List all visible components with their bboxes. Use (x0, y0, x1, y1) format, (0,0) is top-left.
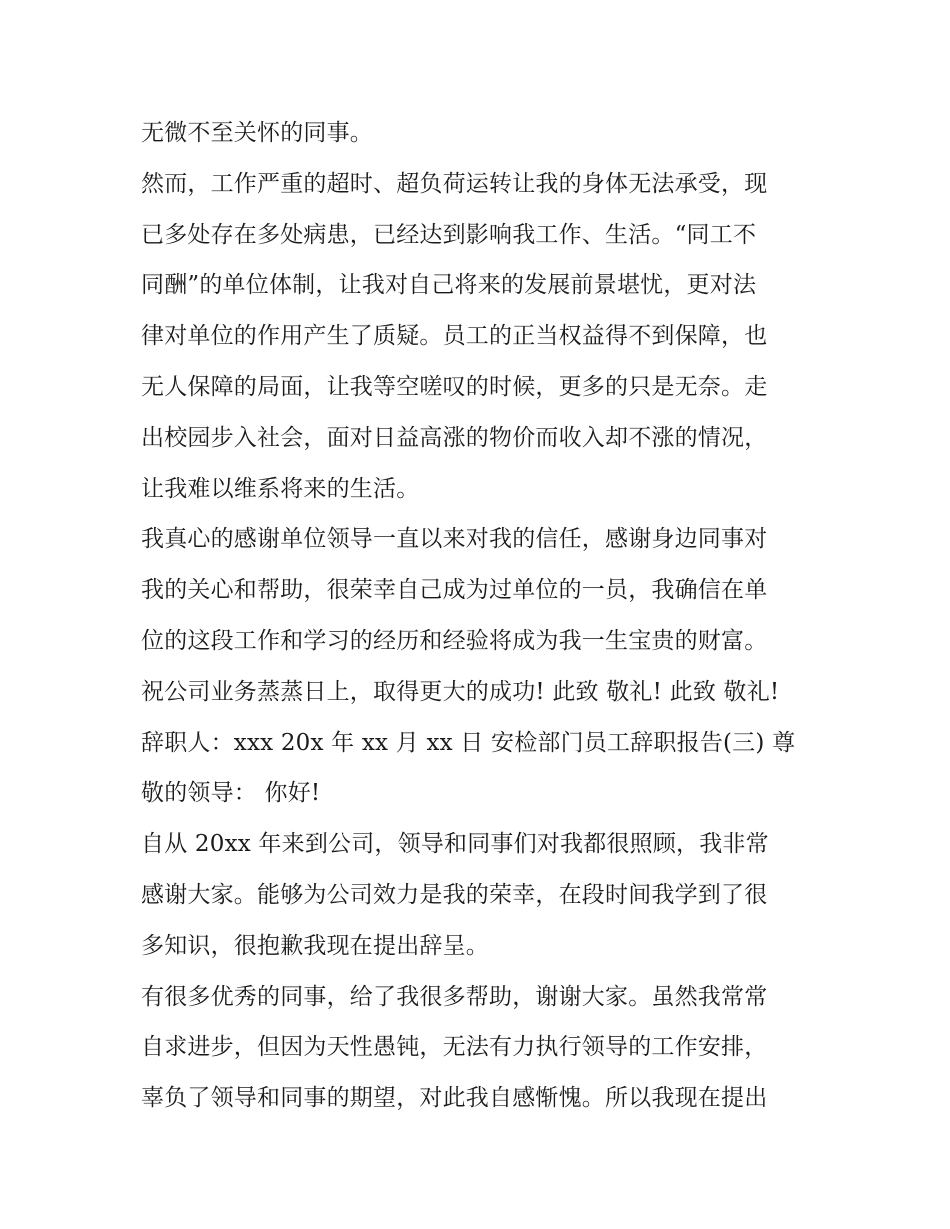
text-line: 我真心的感谢单位领导一直以来对我的信任，感谢身边同事对 (141, 526, 768, 553)
text-line: 位的这段工作和学习的经历和经验将成为我一生宝贵的财富。 (141, 627, 768, 654)
text-line: 同酬”的单位体制，让我对自己将来的发展前景堪忧，更对法 (141, 272, 757, 299)
text-line: 已多处存在多处病患，已经达到影响我工作、生活。“同工不 (141, 221, 757, 248)
text-line: 我的关心和帮助，很荣幸自己成为过单位的一员，我确信在单 (141, 577, 768, 604)
text-line: 让我难以维系将来的生活。 (141, 475, 420, 502)
text-line: 多知识，很抱歉我现在提出辞呈。 (141, 932, 489, 959)
text-line: 祝公司业务蒸蒸日上，取得更大的成功! 此致 敬礼! 此致 敬礼! (141, 678, 780, 705)
text-line: 自从 20xx 年来到公司，领导和同事们对我都很照顾，我非常 (141, 831, 769, 858)
text-line: 出校园步入社会，面对日益高涨的物价而收入却不涨的情况， (141, 424, 768, 451)
text-line: 感谢大家。能够为公司效力是我的荣幸，在段时间我学到了很 (141, 881, 768, 908)
text-line: 辞职人：xxx 20x 年 xx 月 xx 日 安检部门员工辞职报告(三) 尊 (141, 729, 796, 756)
text-line: 有很多优秀的同事，给了我很多帮助，谢谢大家。虽然我常常 (141, 983, 768, 1010)
text-line: 自求进步，但因为天性愚钝，无法有力执行领导的工作安排， (141, 1034, 768, 1061)
text-line: 敬的领导： 你好! (141, 780, 321, 807)
text-line: 然而，工作严重的超时、超负荷运转让我的身体无法承受，现 (141, 170, 768, 197)
text-line: 无人保障的局面，让我等空嗟叹的时候，更多的只是无奈。走 (141, 373, 768, 400)
text-line: 无微不至关怀的同事。 (141, 120, 373, 146)
document-body (141, 108, 821, 1124)
text-line: 律对单位的作用产生了质疑。员工的正当权益得不到保障，也 (141, 323, 768, 350)
text-line: 辜负了领导和同事的期望，对此我自感惭愧。所以我现在提出 (141, 1085, 768, 1112)
